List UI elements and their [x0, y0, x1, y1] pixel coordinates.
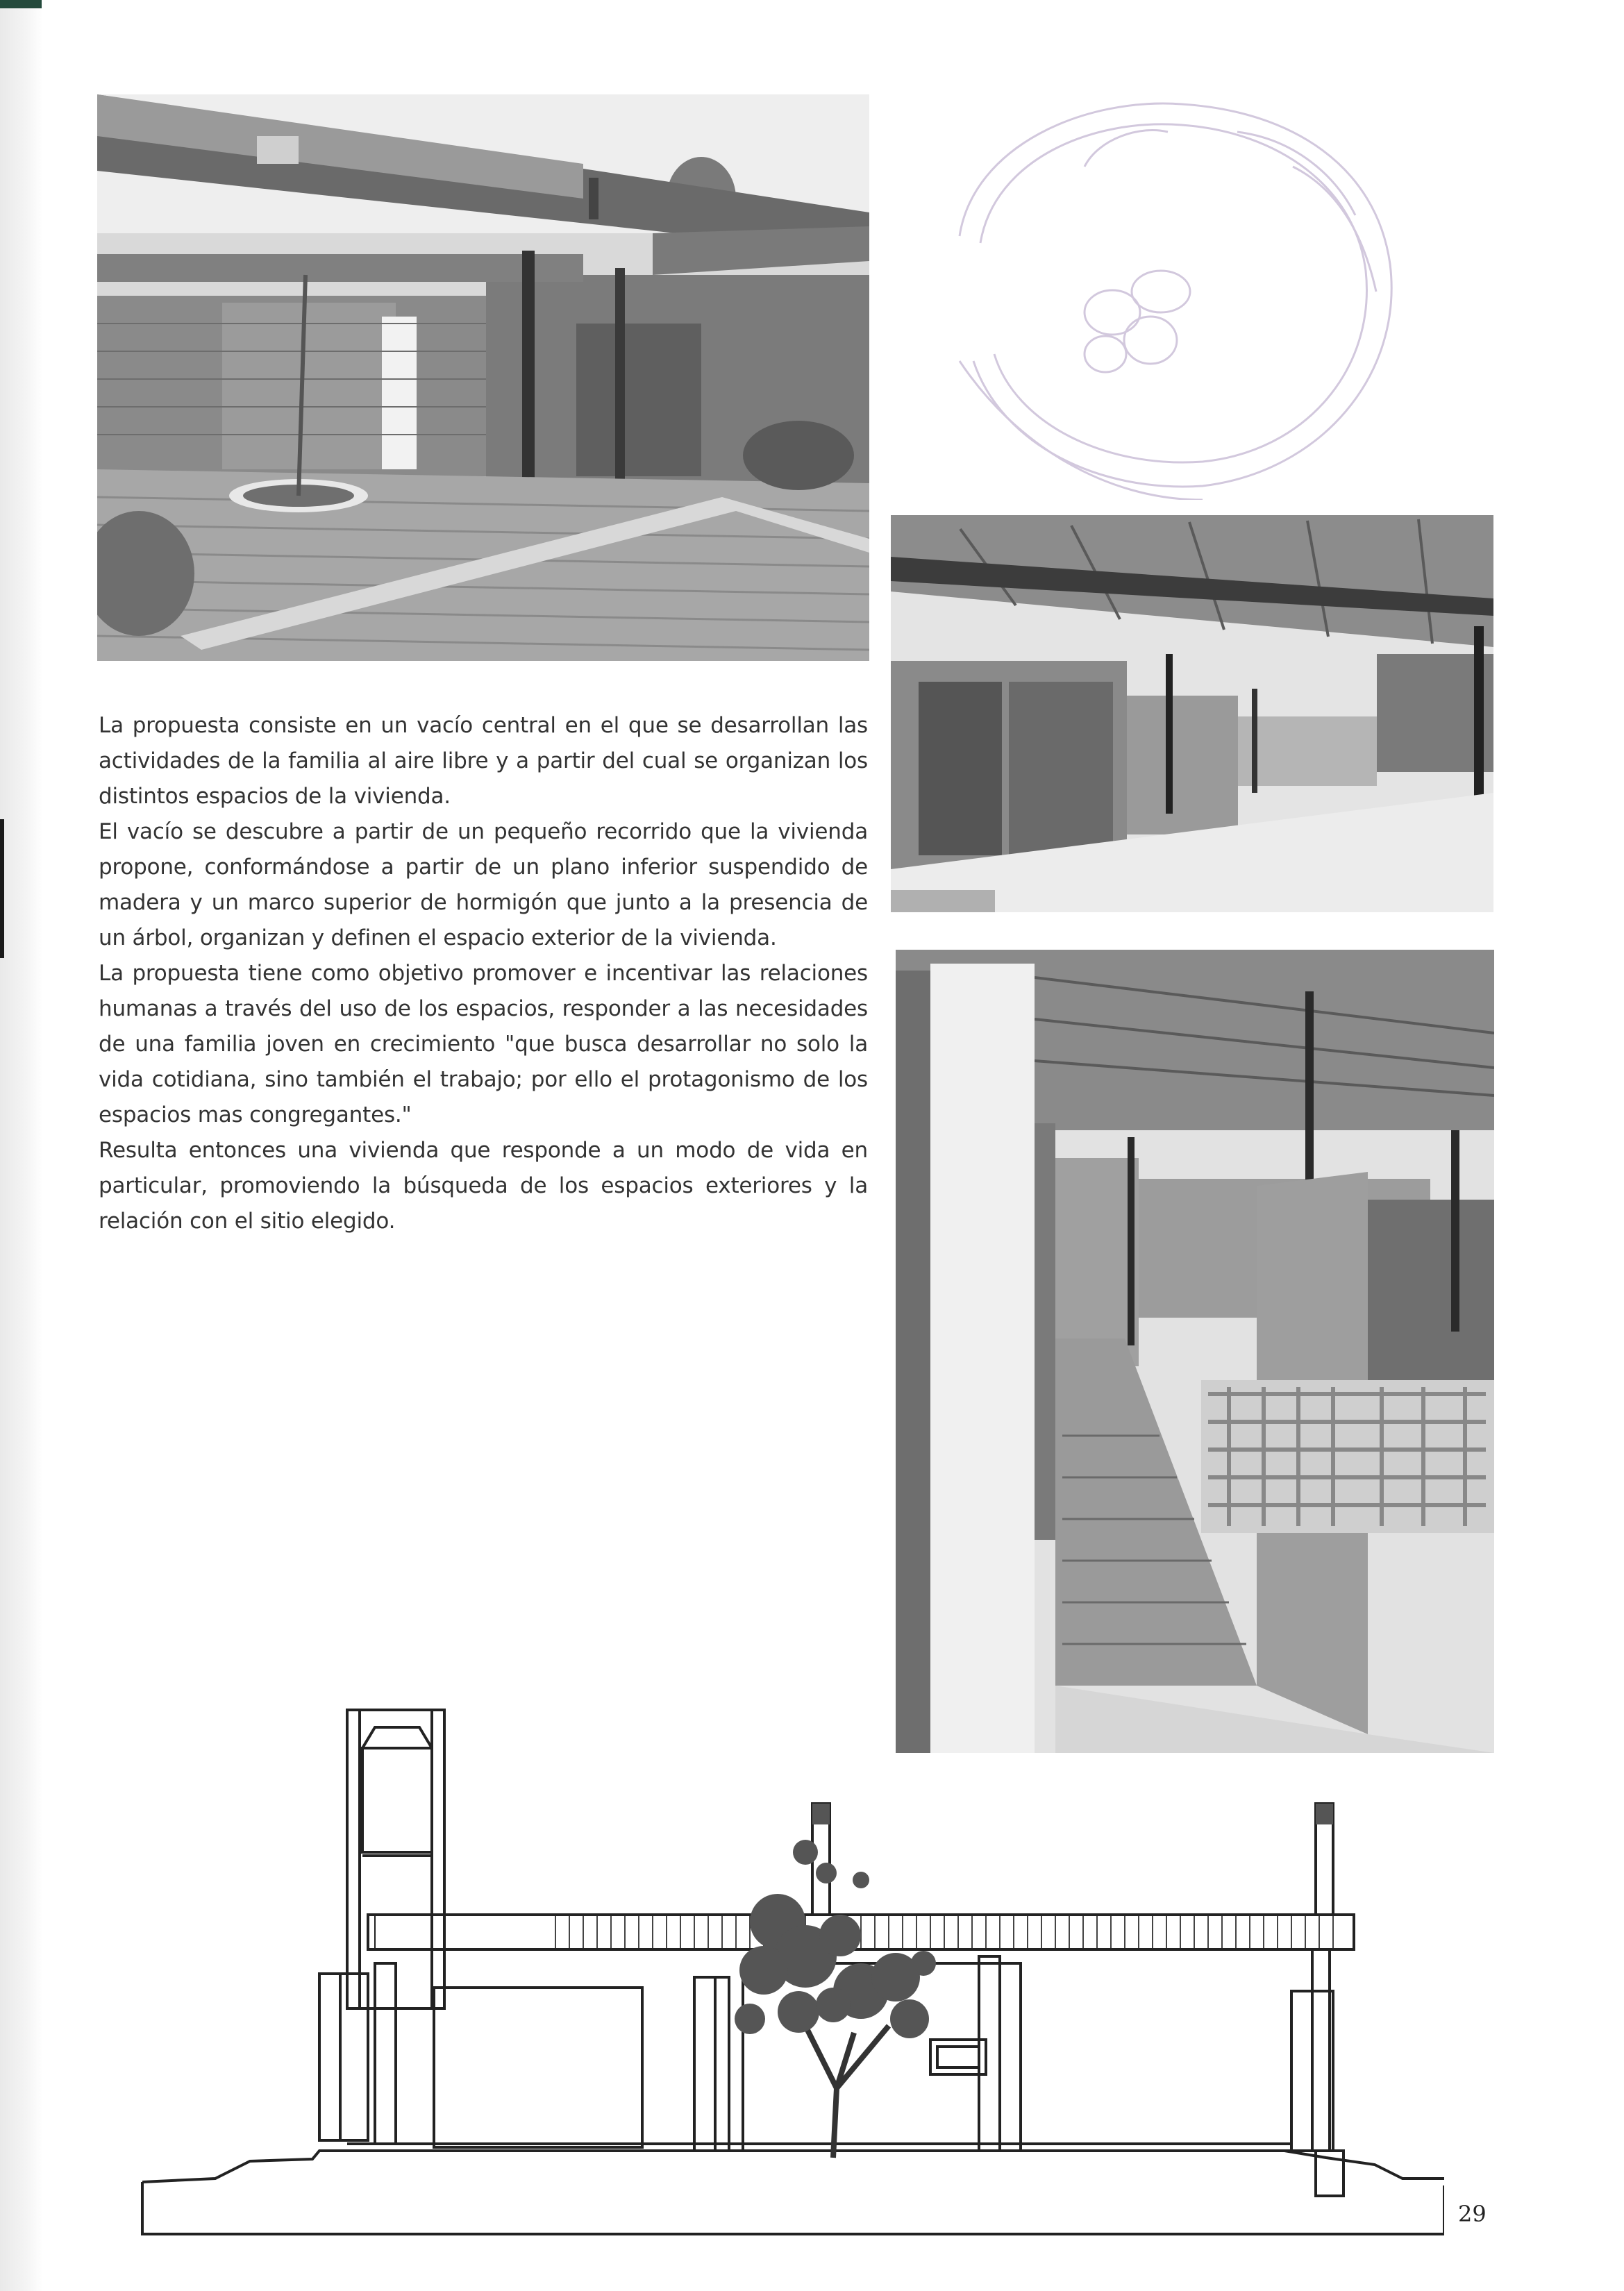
- architectural-section-drawing: [139, 1700, 1444, 2241]
- page-number: 29: [1458, 2201, 1487, 2227]
- binding-mark: [0, 819, 4, 958]
- article-paragraph: La propuesta consiste en un vacío central en el que se desarrollan las actividades de la familia al aire libre y a partir del cual se organizan los distintos espacios de la vivienda.: [99, 713, 868, 809]
- pencil-sketch: [876, 83, 1501, 500]
- page-binding-shadow: [0, 0, 43, 2291]
- article-paragraph: Resulta entonces una vivienda que responde a un modo de vida en particular, promoviendo la búsqueda de los espacios exteriores y la relación con el sitio elegido.: [99, 1138, 868, 1234]
- article-paragraph: La propuesta tiene como objetivo promover e incentivar las relaciones humanas a través del uso de los espacios, responder a las necesidades de una familia joven en crecimiento "que busca desarrollar no solo la vida cotidiana, sino también el trabajo; por ello el protagonismo de los espacios mas congregantes.": [99, 961, 868, 1127]
- article-paragraph: El vacío se descubre a partir de un pequeño recorrido que la vivienda propone, conformándose a partir de un plano inferior suspendido de madera y un marco superior de hormigón que junto a la presencia de un árbol, organizan y definen el espacio exterior de la vivienda.: [99, 819, 868, 950]
- photo-ramp-concrete-wall: [896, 950, 1494, 1753]
- photo-courtyard-deck: [97, 94, 869, 661]
- corner-edge: [0, 0, 42, 8]
- article-body: [99, 708, 868, 1239]
- photo-covered-gallery: [891, 515, 1493, 912]
- tree-figure: [735, 1840, 936, 2158]
